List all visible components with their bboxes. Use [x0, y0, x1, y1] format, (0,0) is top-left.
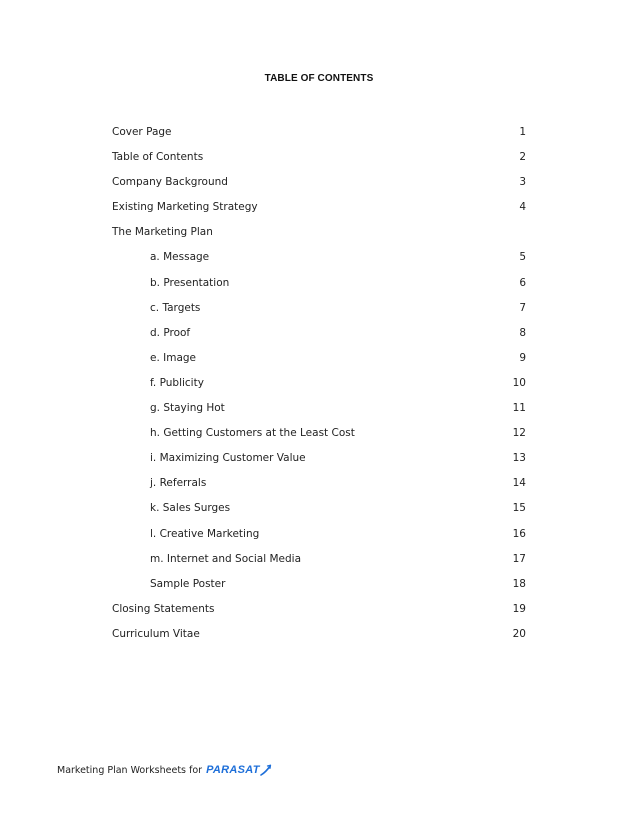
toc-entry-label: b. Presentation: [150, 276, 230, 289]
toc-entry-label: c. Targets: [150, 301, 201, 314]
toc-entry: [112, 225, 526, 250]
toc-entry: [112, 326, 526, 351]
logo-wordmark: PARASAT: [206, 764, 260, 776]
toc-entry: [112, 125, 526, 150]
toc-entry-page-number: 8: [519, 326, 526, 339]
toc-entry-page-number: 18: [512, 577, 526, 590]
toc-entry: [112, 476, 526, 501]
toc-entry-page-number: 1: [519, 126, 526, 138]
toc-entry: [112, 577, 526, 602]
toc-entry-label: j. Referrals: [150, 477, 207, 490]
toc-entry-page-number: 15: [512, 502, 526, 515]
toc-entry-page-number: 16: [512, 527, 526, 540]
footer-text: Marketing Plan Worksheets for: [57, 764, 203, 776]
toc-entry: [112, 376, 526, 401]
toc-entry: [112, 501, 526, 526]
toc-entry: [112, 150, 526, 175]
toc-entry-page-number: 2: [519, 151, 526, 164]
toc-entry-label: i. Maximizing Customer Value: [150, 452, 306, 465]
toc-entry-page-number: 3: [519, 176, 526, 189]
toc-entry-label: h. Getting Customers at the Least Cost: [150, 427, 355, 440]
toc-entry-page-number: 10: [512, 376, 526, 389]
toc-entry-label: k. Sales Surges: [150, 502, 231, 515]
toc-entry-label: Curriculum Vitae: [112, 627, 200, 640]
toc-entry-label: Cover Page: [112, 126, 172, 138]
toc-entry-page-number: 11: [512, 402, 526, 415]
toc-entry-label: Sample Poster: [150, 577, 226, 590]
logo-swoosh-icon: [260, 763, 272, 777]
toc-entry-label: m. Internet and Social Media: [150, 552, 302, 565]
toc-entry-label: f. Publicity: [150, 376, 204, 389]
toc-entry-page-number: 20: [512, 627, 526, 640]
toc-entry-page-number: 9: [519, 351, 526, 364]
toc-entry-page-number: 7: [519, 301, 526, 314]
parasat-logo: [206, 763, 272, 777]
toc-entry: [112, 351, 526, 376]
table-of-contents: [112, 125, 526, 652]
toc-entry-label: Table of Contents: [112, 151, 204, 164]
toc-entry: [112, 552, 526, 577]
toc-entry: [112, 250, 526, 275]
toc-entry-page-number: 6: [519, 276, 526, 289]
toc-entry-page-number: 19: [512, 602, 526, 615]
page-footer: [57, 761, 272, 779]
toc-entry-page-number: 12: [512, 427, 526, 440]
toc-entry-label: a. Message: [150, 251, 210, 264]
toc-entry-page-number: 17: [512, 552, 526, 565]
toc-entry-label: d. Proof: [150, 326, 191, 339]
toc-entry: [112, 401, 526, 426]
toc-entry: [112, 200, 526, 225]
toc-entry-label: g. Staying Hot: [150, 402, 225, 415]
toc-entry-page-number: 5: [519, 251, 526, 264]
toc-entry: [112, 602, 526, 627]
toc-entry-page-number: 13: [512, 452, 526, 465]
toc-entry-label: Existing Marketing Strategy: [112, 201, 258, 214]
toc-entry: [112, 301, 526, 326]
toc-entry-label: The Marketing Plan: [112, 226, 213, 239]
toc-entry: [112, 426, 526, 451]
toc-entry-label: Closing Statements: [112, 602, 215, 615]
toc-entry-label: l. Creative Marketing: [150, 527, 260, 540]
toc-entry: [112, 175, 526, 200]
toc-entry: [112, 527, 526, 552]
toc-entry: [112, 451, 526, 476]
toc-entry: [112, 276, 526, 301]
toc-entry: [112, 627, 526, 652]
page-title: TABLE OF CONTENTS: [264, 73, 374, 84]
toc-entry-label: e. Image: [150, 351, 197, 364]
toc-entry-label: Company Background: [112, 176, 228, 189]
toc-entry-page-number: 14: [512, 477, 526, 490]
toc-entry-page-number: 4: [519, 201, 526, 214]
